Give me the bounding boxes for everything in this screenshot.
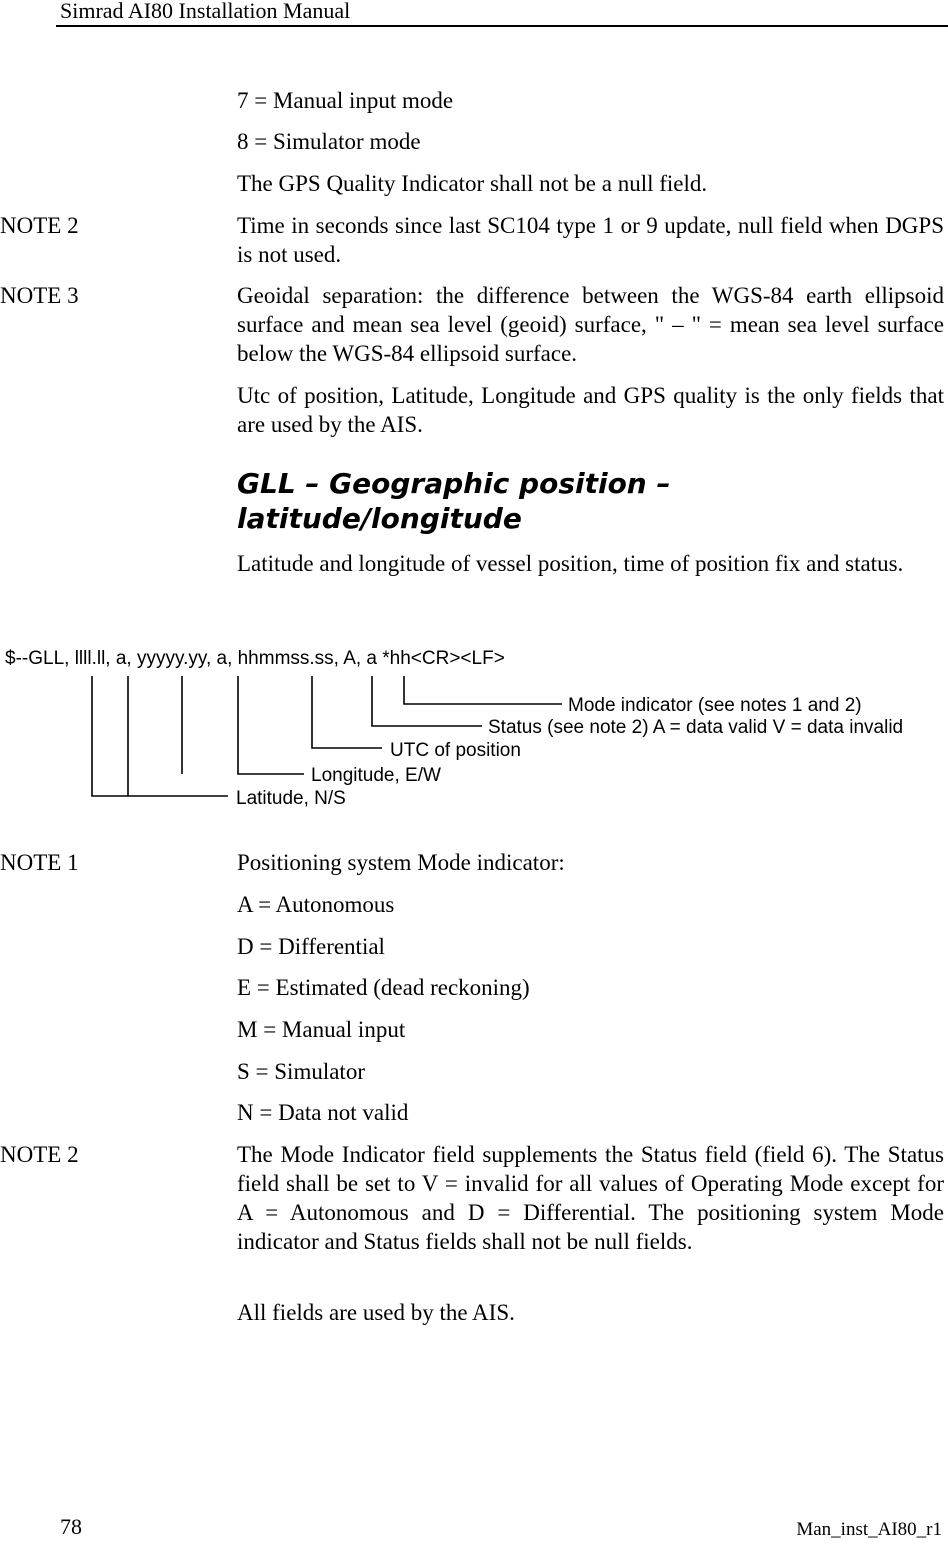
mode-item: A = Autonomous: [237, 892, 395, 917]
gll-note-1-label: NOTE 1: [0, 850, 79, 875]
mode-7-line: 7 = Manual input mode: [237, 88, 454, 113]
running-header-title: Simrad AI80 Installation Manual: [60, 0, 351, 23]
note-2-label: NOTE 2: [0, 213, 79, 238]
mode-item: N = Data not valid: [237, 1100, 409, 1125]
document-id: Man_inst_AI80_r1: [796, 1519, 942, 1540]
mode-item: D = Differential: [237, 934, 385, 959]
note-3-text: Geoidal separation: the difference between the WGS-84 earth ellipsoid surface and mean sea level (geoid) surface, " – " = mean sea level surface below the WGS-84 ellipsoid surface.: [237, 283, 944, 366]
label-status: Status (see note 2) A = data valid V = data invalid: [488, 717, 904, 738]
label-utc: UTC of position: [390, 740, 521, 761]
mode-8-line: 8 = Simulator mode: [237, 129, 421, 154]
gll-note-2-text: The Mode Indicator field supplements the Status field (field 6). The Status field shall be set to V = invalid for all values of Operating Mode except for A = Autonomous and D = Differential. The positioning system Mode indicator and Status fields shall not be null fields.: [237, 1142, 944, 1254]
note-3-label: NOTE 3: [0, 283, 79, 308]
label-mode-indicator: Mode indicator (see notes 1 and 2): [568, 695, 862, 716]
callout-latitude-value-line: [92, 676, 128, 796]
mode-item: S = Simulator: [237, 1059, 365, 1084]
all-fields-used: All fields are used by the AIS.: [237, 1300, 515, 1325]
mode-item: M = Manual input: [237, 1017, 406, 1042]
callout-longitude-line: [238, 676, 304, 774]
gps-quality-note: The GPS Quality Indicator shall not be a null field.: [237, 171, 708, 196]
page-number: 78: [60, 1514, 82, 1539]
used-fields-paragraph: Utc of position, Latitude, Longitude and GPS quality is the only fields that are used by the AIS.: [237, 383, 944, 437]
section-heading-line-2: latitude/longitude: [237, 502, 522, 535]
section-heading-line-1: GLL – Geographic position –: [237, 467, 671, 500]
callout-mode-line: [404, 676, 562, 704]
gll-note-2-label: NOTE 2: [0, 1142, 79, 1167]
gll-description: Latitude and longitude of vessel position, time of position fix and status.: [237, 551, 904, 576]
header-rule: [56, 25, 948, 27]
label-latitude: Latitude, N/S: [236, 788, 346, 809]
section-heading: [237, 466, 937, 536]
label-longitude: Longitude, E/W: [311, 765, 441, 786]
gll-sentence-diagram: [0, 636, 948, 816]
callout-status-line: [372, 676, 482, 726]
gll-note-1-title: Positioning system Mode indicator:: [237, 850, 565, 875]
note-2-text: Time in seconds since last SC104 type 1 or 9 update, null field when DGPS is not used.: [237, 213, 944, 267]
callout-latitude-line: [128, 676, 228, 796]
mode-item: E = Estimated (dead reckoning): [237, 975, 530, 1000]
sentence-format: $--GLL, llll.ll, a, yyyyy.yy, a, hhmmss.ss, A, a *hh<CR><LF>: [5, 648, 505, 669]
